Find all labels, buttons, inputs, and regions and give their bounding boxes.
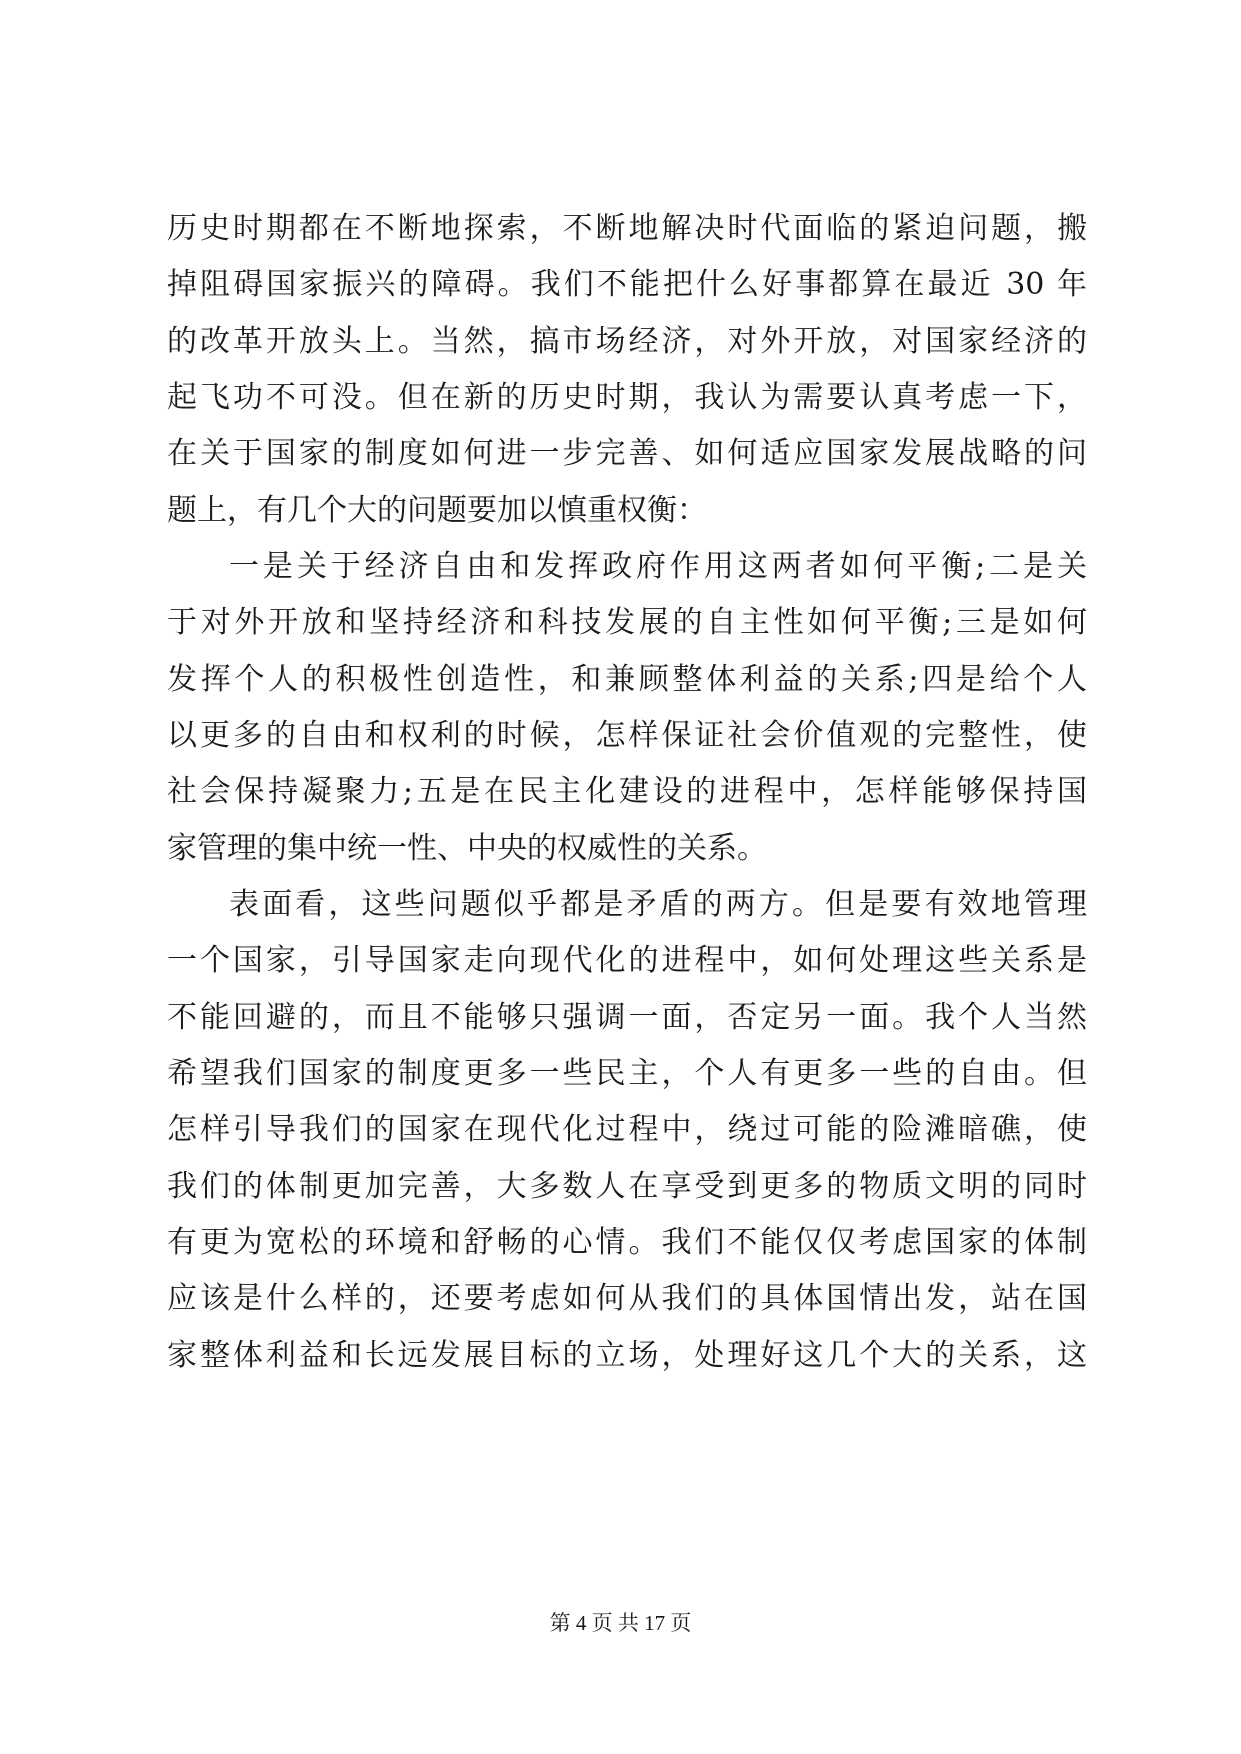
text-line: 在关于国家的制度如何进一步完善、如何适应国家发展战略的问 xyxy=(167,436,1087,471)
text-line: 的改革开放头上。当然，搞市场经济，对外开放，对国家经济的 xyxy=(167,324,1087,359)
text-line: 表面看，这些问题似乎都是矛盾的两方。但是要有效地管理 xyxy=(229,887,1087,922)
text-line: 以更多的自由和权利的时候，怎样保证社会价值观的完整性，使 xyxy=(167,718,1087,753)
text-line: 我们的体制更加完善，大多数人在享受到更多的物质文明的同时 xyxy=(167,1169,1087,1204)
text-line: 题上，有几个大的问题要加以慎重权衡： xyxy=(167,493,707,528)
text-line: 起飞功不可没。但在新的历史时期，我认为需要认真考虑一下， xyxy=(167,380,1087,415)
text-line: 不能回避的，而且不能够只强调一面，否定另一面。我个人当然 xyxy=(167,1000,1087,1035)
text-line: 一是关于经济自由和发挥政府作用这两者如何平衡;二是关 xyxy=(229,549,1087,584)
text-line: 希望我们国家的制度更多一些民主，个人有更多一些的自由。但 xyxy=(167,1056,1087,1091)
page-number-footer: 第 4 页 共 17 页 xyxy=(549,1611,692,1635)
text-line: 掉阻碍国家振兴的障碍。我们不能把什么好事都算在最近 30 年 xyxy=(167,267,1087,302)
text-line: 家管理的集中统一性、中央的权威性的关系。 xyxy=(167,831,767,866)
text-line: 一个国家，引导国家走向现代化的进程中，如何处理这些关系是 xyxy=(167,943,1087,978)
text-line: 应该是什么样的，还要考虑如何从我们的具体国情出发，站在国 xyxy=(167,1281,1087,1316)
text-line: 发挥个人的积极性创造性，和兼顾整体利益的关系;四是给个人 xyxy=(167,662,1087,697)
text-line: 于对外开放和坚持经济和科技发展的自主性如何平衡;三是如何 xyxy=(167,605,1087,640)
text-line: 有更为宽松的环境和舒畅的心情。我们不能仅仅考虑国家的体制 xyxy=(167,1225,1087,1260)
text-line: 怎样引导我们的国家在现代化过程中，绕过可能的险滩暗礁，使 xyxy=(167,1112,1087,1147)
text-line: 历史时期都在不断地探索，不断地解决时代面临的紧迫问题，搬 xyxy=(167,211,1087,246)
text-line: 家整体利益和长远发展目标的立场，处理好这几个大的关系，这 xyxy=(167,1338,1087,1373)
text-line: 社会保持凝聚力;五是在民主化建设的进程中，怎样能够保持国 xyxy=(167,774,1087,809)
